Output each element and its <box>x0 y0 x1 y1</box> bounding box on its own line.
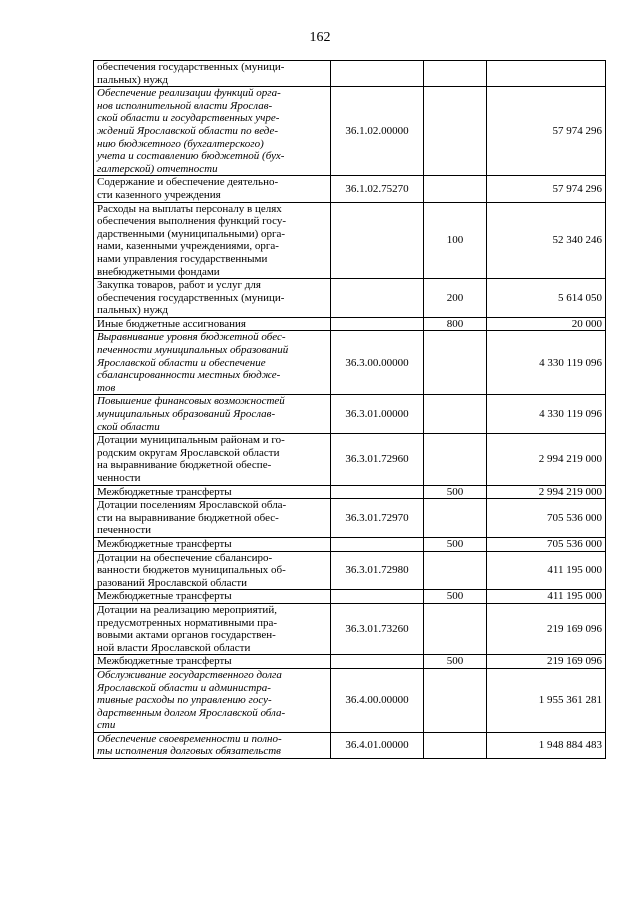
table-row <box>94 603 606 654</box>
amount: 20 000 <box>487 317 606 331</box>
target-code <box>331 317 424 331</box>
item-name: Межбюджетные трансферты <box>94 485 331 499</box>
item-name: Дотации муниципальным районам и го- родским округам Ярославской области на выравнивание бюджетной обеспе- ченности <box>94 434 331 485</box>
item-name: Повышение финансовых возможностей муниципальных образований Ярослав- ской области <box>94 395 331 434</box>
target-code: 36.1.02.75270 <box>331 176 424 202</box>
target-code: 36.3.00.00000 <box>331 331 424 395</box>
item-name: Межбюджетные трансферты <box>94 537 331 551</box>
table-row <box>94 668 606 732</box>
amount: 219 169 096 <box>487 655 606 669</box>
target-code <box>331 61 424 87</box>
table-row <box>94 485 606 499</box>
table-row <box>94 331 606 395</box>
expense-type-code: 500 <box>424 485 487 499</box>
item-name: Иные бюджетные ассигнования <box>94 317 331 331</box>
expense-type-code: 200 <box>424 279 487 318</box>
table-row <box>94 551 606 590</box>
target-code <box>331 202 424 279</box>
amount: 2 994 219 000 <box>487 434 606 485</box>
target-code: 36.3.01.73260 <box>331 603 424 654</box>
target-code: 36.4.01.00000 <box>331 732 424 758</box>
table-row <box>94 655 606 669</box>
expense-type-code <box>424 603 487 654</box>
target-code: 36.1.02.00000 <box>331 87 424 176</box>
page-number: 162 <box>309 30 331 45</box>
table-row <box>94 732 606 758</box>
table-row <box>94 279 606 318</box>
table-row <box>94 537 606 551</box>
item-name: обеспечения государственных (муници- пальных) нужд <box>94 61 331 87</box>
expense-type-code <box>424 87 487 176</box>
target-code: 36.3.01.00000 <box>331 395 424 434</box>
expense-type-code: 100 <box>424 202 487 279</box>
table-row <box>94 590 606 604</box>
item-name: Обслуживание государственного долга Ярославской области и администра- тивные расходы по управлению госу- дарственным долгом Ярославской обла- сти <box>94 668 331 732</box>
amount: 52 340 246 <box>487 202 606 279</box>
amount: 1 948 884 483 <box>487 732 606 758</box>
expense-type-code <box>424 499 487 538</box>
expense-type-code: 500 <box>424 590 487 604</box>
table-row <box>94 61 606 87</box>
item-name: Закупка товаров, работ и услуг для обеспечения государственных (муници- пальных) нужд <box>94 279 331 318</box>
target-code: 36.3.01.72980 <box>331 551 424 590</box>
expense-type-code: 500 <box>424 537 487 551</box>
item-name: Выравнивание уровня бюджетной обес- печенности муниципальных образований Ярославской области и обеспечение сбалансированности местных бюдже- тов <box>94 331 331 395</box>
amount: 705 536 000 <box>487 537 606 551</box>
amount: 705 536 000 <box>487 499 606 538</box>
amount: 57 974 296 <box>487 87 606 176</box>
amount <box>487 61 606 87</box>
target-code <box>331 655 424 669</box>
amount: 2 994 219 000 <box>487 485 606 499</box>
target-code: 36.4.00.00000 <box>331 668 424 732</box>
budget-table <box>93 60 606 759</box>
table-row <box>94 317 606 331</box>
item-name: Межбюджетные трансферты <box>94 590 331 604</box>
target-code <box>331 485 424 499</box>
amount: 57 974 296 <box>487 176 606 202</box>
expense-type-code <box>424 395 487 434</box>
amount: 411 195 000 <box>487 551 606 590</box>
item-name: Межбюджетные трансферты <box>94 655 331 669</box>
amount: 4 330 119 096 <box>487 331 606 395</box>
expense-type-code: 500 <box>424 655 487 669</box>
target-code: 36.3.01.72970 <box>331 499 424 538</box>
table-row <box>94 395 606 434</box>
budget-table-body <box>94 61 606 759</box>
amount: 1 955 361 281 <box>487 668 606 732</box>
amount: 219 169 096 <box>487 603 606 654</box>
item-name: Дотации на обеспечение сбалансиро- ванности бюджетов муниципальных об- разований Ярославской области <box>94 551 331 590</box>
table-row <box>94 202 606 279</box>
table-row <box>94 434 606 485</box>
item-name: Дотации поселениям Ярославской обла- сти на выравнивание бюджетной обес- печенности <box>94 499 331 538</box>
expense-type-code <box>424 668 487 732</box>
expense-type-code: 800 <box>424 317 487 331</box>
item-name: Обеспечение своевременности и полно- ты исполнения долговых обязательств <box>94 732 331 758</box>
item-name: Содержание и обеспечение деятельно- сти казенного учреждения <box>94 176 331 202</box>
expense-type-code <box>424 61 487 87</box>
amount: 5 614 050 <box>487 279 606 318</box>
expense-type-code <box>424 331 487 395</box>
target-code <box>331 279 424 318</box>
expense-type-code <box>424 176 487 202</box>
target-code <box>331 537 424 551</box>
target-code: 36.3.01.72960 <box>331 434 424 485</box>
table-row <box>94 499 606 538</box>
item-name: Обеспечение реализации функций орга- нов исполнительной власти Ярослав- ской области и государственных учре- ждений Ярославской области по веде- нию бюджетного (бухгалтерского) учета и составлению бюджетной (бух- галтерской) отчетности <box>94 87 331 176</box>
target-code <box>331 590 424 604</box>
amount: 411 195 000 <box>487 590 606 604</box>
expense-type-code <box>424 551 487 590</box>
expense-type-code <box>424 732 487 758</box>
expense-type-code <box>424 434 487 485</box>
item-name: Расходы на выплаты персоналу в целях обеспечения выполнения функций госу- дарственными (муниципальными) орга- нами, казенными учреждениями, орга- нами управления государственными внебюджетными фондами <box>94 202 331 279</box>
table-row <box>94 87 606 176</box>
amount: 4 330 119 096 <box>487 395 606 434</box>
table-row <box>94 176 606 202</box>
item-name: Дотации на реализацию мероприятий, предусмотренных нормативными пра- вовыми актами органов государствен- ной власти Ярославской области <box>94 603 331 654</box>
